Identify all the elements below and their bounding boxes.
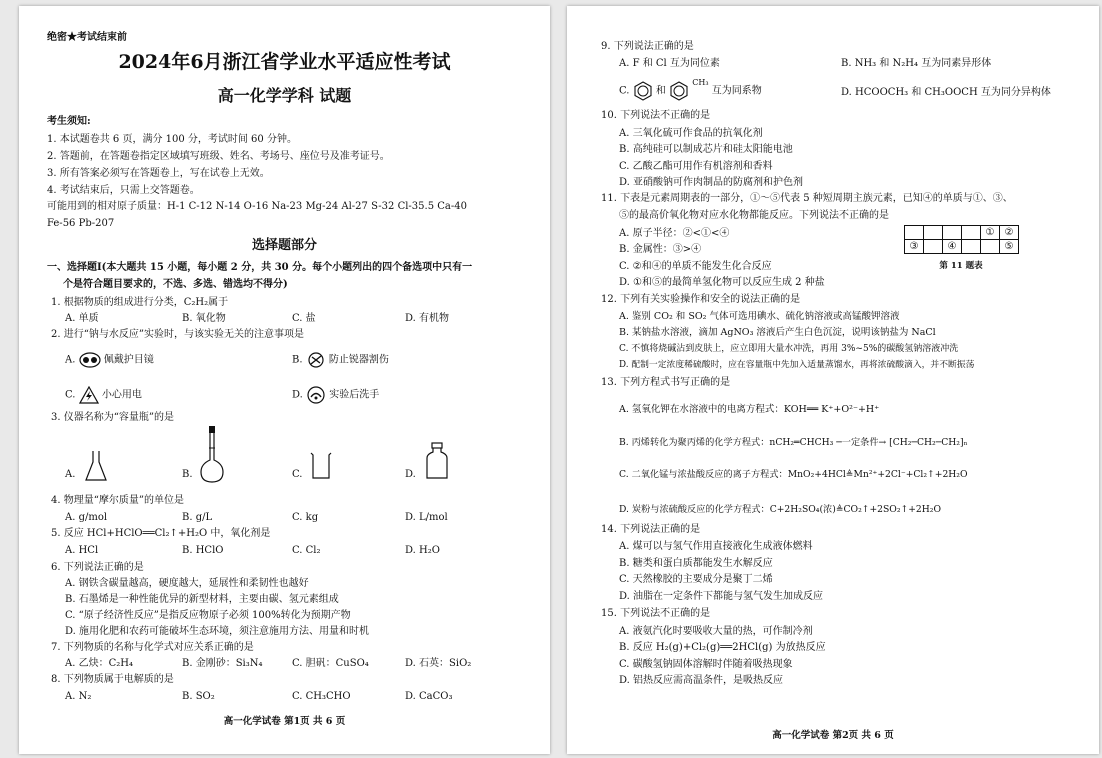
- page-footer: 高一化学试卷 第1页 共 6 页: [223, 716, 346, 727]
- q9-option-b: B. NH₃ 和 N₂H₄ 互为同素异形体: [841, 58, 992, 69]
- exam-subtitle: 高一化学学科 试题: [217, 86, 352, 105]
- q12-option-d: D. 配制一定浓度稀硫酸时，应在容量瓶中先加入适量蒸馏水，再将浓硫酸滴入，并不断振荡: [619, 360, 975, 370]
- q7-option-a: A. 乙炔：C₂H₄: [65, 658, 133, 669]
- q8-option-b: B. SO₂: [182, 691, 215, 702]
- q9-option-c: [619, 77, 762, 101]
- page-footer: 高一化学试卷 第2页 共 6 页: [772, 730, 894, 741]
- question-9-stem: 9. 下列说法正确的是: [601, 41, 694, 52]
- q7-option-c: C. 胆矾：CuSO₄: [292, 658, 369, 669]
- q12-option-a: A. 鉴别 CO₂ 和 SO₂ 气体可选用碘水、硫化钠溶液或高锰酸钾溶液: [619, 311, 900, 322]
- volumetric-flask-icon: [199, 426, 225, 488]
- q9-option-d: D. HCOOCH₃ 和 CH₃OOCH 互为同分异构体: [841, 87, 1051, 98]
- q2-option-b: [292, 352, 389, 368]
- atomic-masses-cont: Fe-56 Pb-207: [47, 218, 115, 229]
- q1-option-c: C. 盐: [292, 313, 316, 324]
- q1-option-a: A. 单质: [65, 313, 99, 324]
- table-cell: [924, 240, 943, 254]
- q4-option-c: C. kg: [292, 512, 319, 523]
- table-cell: [962, 240, 981, 254]
- q5-option-d: D. H₂O: [405, 545, 440, 556]
- table-cell: [905, 226, 924, 240]
- q2-option-c-label: 小心用电: [101, 389, 142, 401]
- q12-option-b: B. 某钠盐水溶液，滴加 AgNO₃ 溶液后产生白色沉淀，说明该钠盐为 NaCl: [619, 327, 936, 338]
- notice-item: 4. 考试结束后，只需上交答题卷。: [47, 185, 200, 196]
- question-8-stem: 8. 下列物质属于电解质的是: [51, 674, 174, 685]
- q9-option-a: A. F 和 Cl 互为同位素: [619, 58, 720, 69]
- q9-option-c-letter: C.: [619, 85, 630, 97]
- question-5-stem: 5. 反应 HCl+HClO══Cl₂↑+H₂O 中，氧化剂是: [51, 528, 271, 539]
- q13-option-a: A. 氢氧化钾在水溶液中的电离方程式：KOH══ K⁺+O²⁻+H⁺: [619, 404, 880, 415]
- q1-option-d: D. 有机物: [405, 313, 450, 324]
- q4-option-a: A. g/mol: [65, 512, 108, 523]
- q13-option-d: D. 炭粉与浓硫酸反应的化学方程式：C+2H₂SO₄(浓)≜CO₂↑+2SO₂↑+2H₂O: [619, 504, 941, 515]
- question-3-stem: 3. 仪器名称为“容量瓶”的是: [51, 412, 174, 423]
- q9-option-c-text: 互为同系物: [711, 85, 762, 97]
- q13-option-c: C. 二氧化锰与浓盐酸反应的离子方程式：MnO₂+4HCl≜Mn²⁺+2Cl⁻+Cl₂↑+2H₂O: [619, 469, 968, 480]
- q3-option-c: C.: [292, 469, 303, 480]
- q2-option-d-label: 实验后洗手: [329, 389, 380, 401]
- q14-option-b: B. 糖类和蛋白质都能发生水解反应: [619, 558, 773, 569]
- part-instructions-cont: 个是符合题目要求的，不选、多选、错选均不得分): [63, 279, 288, 290]
- q3-option-d: D.: [405, 469, 416, 480]
- notice-item: 3. 所有答案必须写在答题卷上，写在试卷上无效。: [47, 168, 270, 179]
- question-11-stem: 11. 下表是元素周期表的一部分，①～⑤代表 5 种短周期主族元素，已知④的单质与①、③、: [601, 193, 1013, 204]
- q3-option-b: B.: [182, 469, 193, 480]
- question-15-stem: 15. 下列说法不正确的是: [601, 608, 711, 619]
- table-cell: [981, 240, 1000, 254]
- exam-page-2: [567, 6, 1099, 754]
- part-instructions: 一、选择题Ⅰ(本大题共 15 小题，每小题 2 分，共 30 分。每个小题列出的四个备选项中只有一: [47, 262, 473, 273]
- table-cell: ②: [1000, 226, 1019, 240]
- q6-option-a: A. 钢铁含碳量越高，硬度越大，延展性和柔韧性也越好: [65, 578, 309, 589]
- table-cell: [924, 226, 943, 240]
- q10-option-d: D. 亚硝酸钠可作肉制品的防腐剂和护色剂: [619, 177, 804, 188]
- q15-option-b: B. 反应 H₂(g)+Cl₂(g)══2HCl(g) 为放热反应: [619, 642, 826, 653]
- table-row: [905, 226, 1019, 240]
- q2-option-a: [65, 352, 154, 368]
- goggles-icon: [79, 355, 101, 366]
- exam-page-1: [19, 6, 550, 754]
- confidential-label: 绝密★考试结束前: [47, 32, 127, 43]
- q11-option-b: B. 金属性：③>④: [619, 244, 702, 255]
- question-10-stem: 10. 下列说法不正确的是: [601, 110, 711, 121]
- q2-option-b-label: 防止锐器割伤: [328, 354, 389, 366]
- section-title: 选择题部分: [251, 238, 317, 253]
- q5-option-c: C. Cl₂: [292, 545, 321, 556]
- atomic-masses: 可能用到的相对原子质量：H-1 C-12 N-14 O-16 Na-23 Mg-24 Al-27 S-32 Cl-35.5 Ca-40: [47, 201, 467, 212]
- electric-hazard-icon: [79, 390, 99, 401]
- q2-option-a-label: 佩戴护目镜: [103, 354, 154, 366]
- q8-option-a: A. N₂: [65, 691, 92, 702]
- q10-option-c: C. 乙酸乙酯可用作有机溶剂和香料: [619, 161, 773, 172]
- q1-option-b: B. 氧化物: [182, 313, 226, 324]
- q15-option-c: C. 碳酸氢钠固体溶解时伴随着吸热现象: [619, 659, 793, 670]
- q14-option-c: C. 天然橡胶的主要成分是聚丁二烯: [619, 574, 773, 585]
- question-13-stem: 13. 下列方程式书写正确的是: [601, 377, 731, 388]
- periodic-table-fragment: [904, 225, 1019, 254]
- question-1-stem: 1. 根据物质的组成进行分类，C₂H₂属于: [51, 297, 229, 308]
- q8-option-d: D. CaCO₃: [405, 691, 453, 702]
- notice-heading: 考生须知:: [47, 116, 91, 127]
- conical-flask-icon: [85, 450, 107, 486]
- methyl-group: CH₃: [692, 77, 709, 87]
- q14-option-d: D. 油脂在一定条件下都能与氢气发生加成反应: [619, 591, 824, 602]
- q3-option-a: A.: [65, 469, 76, 480]
- table-cell: [943, 226, 962, 240]
- q10-option-b: B. 高纯硅可以制成芯片和硅太阳能电池: [619, 144, 793, 155]
- q12-option-c: C. 不慎将烧碱沾到皮肤上，应立即用大量水冲洗，再用 3%~5%的碳酸氢钠溶液冲洗: [619, 344, 959, 354]
- q2-option-b-letter: B.: [292, 354, 303, 366]
- q2-option-a-letter: A.: [65, 354, 76, 366]
- q11-option-a: A. 原子半径：②<①<④: [619, 228, 730, 239]
- q10-option-a: A. 三氧化硫可作食品的抗氧化剂: [619, 128, 763, 139]
- q2-option-c: [65, 386, 142, 404]
- question-4-stem: 4. 物理量“摩尔质量”的单位是: [51, 495, 184, 506]
- q7-option-b: B. 金刚砂：Si₃N₄: [182, 658, 263, 669]
- q4-option-b: B. g/L: [182, 512, 213, 523]
- q11-option-d: D. ①和⑤的最简单氢化物可以反应生成 2 种盐: [619, 277, 825, 288]
- question-6-stem: 6. 下列说法正确的是: [51, 562, 144, 573]
- notice-item: 2. 答题前，在答题卷指定区域填写班级、姓名、考场号、座位号及准考证号。: [47, 151, 390, 162]
- q2-option-c-letter: C.: [65, 389, 76, 401]
- q15-option-a: A. 液氨汽化时要吸收大量的热，可作制冷剂: [619, 626, 813, 637]
- table-cell: ③: [905, 240, 924, 254]
- toluene-ring-icon: [669, 86, 689, 97]
- table-row: [905, 240, 1019, 254]
- q13-option-b: B. 丙烯转化为聚丙烯的化学方程式：nCH₂═CHCH₃ ─一定条件→ [CH₂─CH₂─CH₂]ₙ: [619, 437, 968, 448]
- question-14-stem: 14. 下列说法正确的是: [601, 524, 701, 535]
- exam-title: 2024年6月浙江省学业水平适应性考试: [118, 51, 451, 73]
- q6-option-b: B. 石墨烯是一种性能优异的新型材料，主要由碳、氢元素组成: [65, 594, 339, 605]
- table-caption: 第 11 题表: [939, 261, 983, 271]
- question-12-stem: 12. 下列有关实验操作和安全的说法正确的是: [601, 294, 801, 305]
- benzene-ring-icon: [633, 86, 653, 97]
- question-11-stem-cont: ⑤的最高价氧化物对应水化物都能反应。下列说法不正确的是: [619, 210, 889, 221]
- q2-option-d-letter: D.: [292, 389, 303, 401]
- q11-option-c: C. ②和④的单质不能发生化合反应: [619, 261, 772, 272]
- notice-item: 1. 本试题卷共 6 页，满分 100 分，考试时间 60 分钟。: [47, 134, 297, 145]
- table-cell: ①: [981, 226, 1000, 240]
- sharp-hazard-icon: [306, 355, 326, 366]
- q4-option-d: D. L/mol: [405, 512, 448, 523]
- q8-option-c: C. CH₃CHO: [292, 691, 351, 702]
- q2-option-d: [292, 386, 379, 404]
- table-cell: ⑤: [1000, 240, 1019, 254]
- q6-option-d: D. 施用化肥和农药可能破坏生态环境，须注意施用方法、用量和时机: [65, 626, 370, 637]
- table-cell: ④: [943, 240, 962, 254]
- q9-option-c-and: 和: [655, 85, 666, 97]
- q15-option-d: D. 铝热反应需高温条件，是吸热反应: [619, 675, 784, 686]
- q5-option-a: A. HCl: [65, 545, 99, 556]
- beaker-icon: [310, 452, 332, 484]
- hand-wash-icon: [306, 390, 326, 401]
- q7-option-d: D. 石英：SiO₂: [405, 658, 472, 669]
- question-7-stem: 7. 下列物质的名称与化学式对应关系正确的是: [51, 642, 254, 653]
- question-2-stem: 2. 进行“钠与水反应”实验时，与该实验无关的注意事项是: [51, 329, 304, 340]
- table-cell: [962, 226, 981, 240]
- q14-option-a: A. 煤可以与氢气作用直接液化生成液体燃料: [619, 541, 813, 552]
- reagent-bottle-icon: [426, 442, 448, 484]
- q5-option-b: B. HClO: [182, 545, 224, 556]
- q6-option-c: C. “原子经济性反应”是指反应物原子必须 100%转化为预期产物: [65, 610, 351, 621]
